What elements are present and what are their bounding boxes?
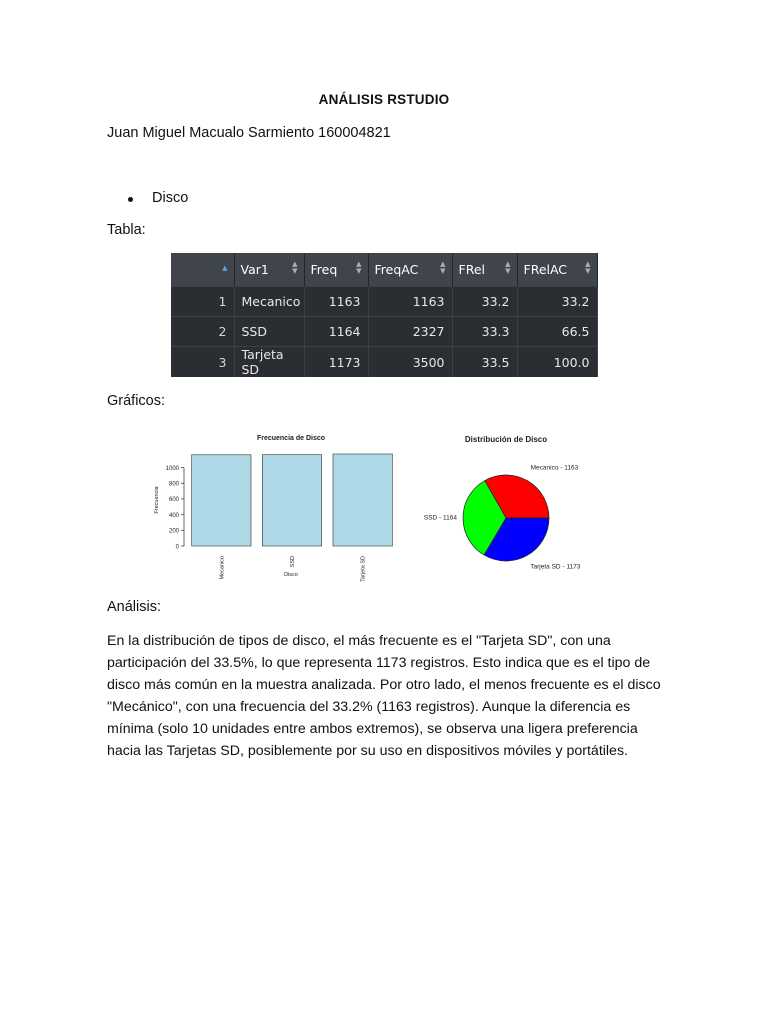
cell-var1: Mecanico [234, 287, 304, 317]
cell-freq: 1164 [304, 317, 368, 347]
cell-frelac: 100.0 [517, 347, 597, 378]
analysis-label: Análisis: [107, 599, 161, 615]
y-tick-label: 200 [168, 528, 179, 535]
cell-freq: 1173 [304, 347, 368, 378]
row-index: 2 [171, 317, 234, 347]
header-var1[interactable]: Var1 ▲ ▼ [234, 253, 304, 287]
sort-icon: ▲ ▼ [292, 260, 298, 275]
bullet-text: Disco [152, 190, 189, 206]
table-row [171, 287, 597, 317]
data-table [171, 253, 598, 377]
bar [333, 454, 392, 546]
y-tick-label: 1000 [165, 465, 179, 472]
x-tick-label: Mecanico [219, 556, 226, 580]
y-tick-label: 400 [168, 512, 179, 519]
cell-frelac: 66.5 [517, 317, 597, 347]
page-title: ANÁLISIS RSTUDIO [318, 92, 450, 107]
row-index: 1 [171, 287, 234, 317]
bar [192, 455, 251, 546]
y-axis-label: Frecuencia [154, 486, 160, 514]
cell-freqac: 1163 [368, 287, 452, 317]
y-tick-label: 800 [168, 481, 179, 488]
cell-var1: SSD [234, 317, 304, 347]
header-freq[interactable]: Freq ▲ ▼ [304, 253, 368, 287]
cell-frelac: 33.2 [517, 287, 597, 317]
cell-frel: 33.3 [452, 317, 517, 347]
cell-var1: Tarjeta SD [234, 347, 304, 378]
analysis-paragraph: En la distribución de tipos de disco, el más frecuente es el "Tarjeta SD", con una participación del 33.5%, lo que representa 1173 registros. Esto indica que es el tipo de disco más común en la muestra analizada. Por otro lado, el menos frecuente es el disco "Mecánico", con una frecuencia del 33.2% (1163 registros). Aunque la diferencia es mínima (solo 10 unidades entre ambos extremos), se observa una ligera preferencia hacia las Tarjetas SD, posiblemente por su uso en dispositivos móviles y portátiles. [107, 633, 661, 759]
table-row [171, 317, 597, 347]
x-axis-label: Disco [284, 572, 298, 578]
table-row [171, 347, 597, 378]
pie-label: SSD - 1164 [423, 514, 458, 522]
row-index: 3 [171, 347, 234, 378]
header-index[interactable] [171, 253, 234, 287]
sort-icon: ▲ ▼ [440, 260, 446, 275]
pie-label: Tarjeta SD - 1173 [530, 563, 581, 571]
table-label: Tabla: [107, 222, 146, 238]
charts-label: Gráficos: [107, 393, 166, 409]
bar [262, 455, 321, 546]
header-frelac[interactable]: FRelAC ▲ ▼ [517, 253, 597, 287]
cell-freqac: 3500 [368, 347, 452, 378]
header-freqac[interactable]: FreqAC ▲ ▼ [368, 253, 452, 287]
cell-freqac: 2327 [368, 317, 452, 347]
header-frel[interactable]: FRel ▲ ▼ [452, 253, 517, 287]
cell-frel: 33.2 [452, 287, 517, 317]
charts-svg [148, 424, 600, 584]
y-tick-label: 0 [175, 544, 179, 551]
charts-figure [148, 424, 600, 584]
bullet-item [128, 190, 188, 206]
x-tick-label: SSD [290, 556, 296, 568]
table-header-row [171, 253, 597, 287]
y-tick-label: 600 [168, 497, 179, 504]
cell-frel: 33.5 [452, 347, 517, 378]
bar-chart-title: Frecuencia de Disco [256, 435, 326, 442]
sort-icon: ▲ ▼ [356, 260, 362, 275]
bullet-dot [128, 197, 133, 202]
sort-icon: ▲ ▼ [585, 260, 591, 275]
sort-icon: ▲ [222, 264, 228, 272]
pie-chart-title: Distribución de Disco [464, 435, 548, 444]
x-tick-label: Tarjeta SD [360, 556, 367, 582]
author-line: Juan Miguel Macualo Sarmiento 160004821 [107, 125, 391, 141]
sort-icon: ▲ ▼ [505, 260, 511, 275]
pie-label: Mecanico - 1163 [530, 464, 579, 472]
cell-freq: 1163 [304, 287, 368, 317]
